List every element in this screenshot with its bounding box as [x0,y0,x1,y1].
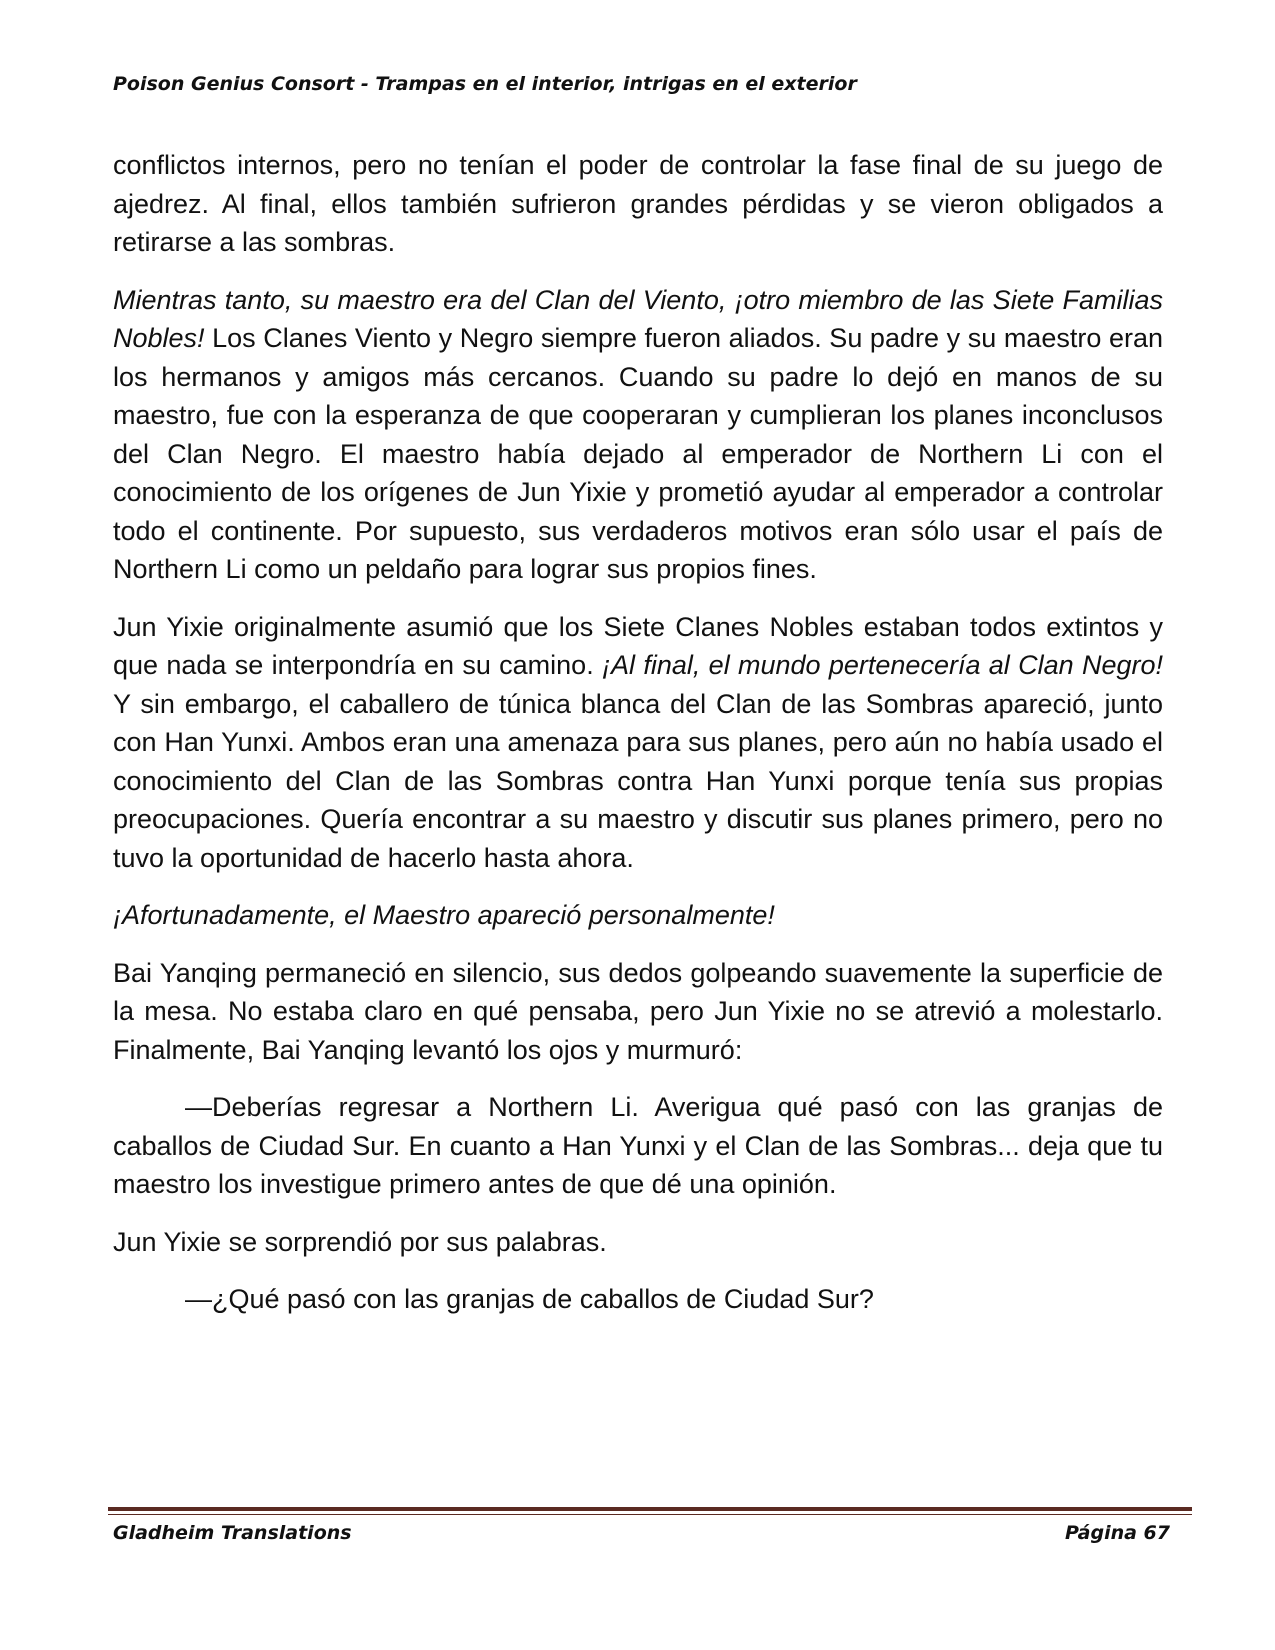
text-segment: Jun Yixie se sorprendió por sus palabras. [113,1226,607,1257]
footer-divider-thick [108,1507,1192,1511]
dialogue-paragraph-1 [113,1088,1163,1204]
italic-segment: Mientras tanto, su maestro era del Clan del Viento, ¡otro miembro de las Siete Familias Nobles! [113,284,1163,353]
paragraph-5 [113,954,1163,1070]
paragraph-1 [113,146,1163,262]
footer-page-number: Página 67 [1064,1522,1170,1544]
paragraph-3 [113,608,1163,878]
running-header: Poison Genius Consort - Trampas en el interior, intrigas en el exterior [113,73,857,95]
text-segment: —¿Qué pasó con las granjas de caballos de Ciudad Sur? [185,1284,874,1314]
text-segment: Y sin embargo, el caballero de túnica blanca del Clan de las Sombras apareció, junto con Han Yunxi. Ambos eran una amenaza para sus planes, pero aún no había usado el conocimiento del Clan de las Sombras contra Han Yunxi porque tenía sus propias preocupaciones. Quería encontrar a su maestro y discutir sus planes primero, pero no tuvo la oportunidad de hacerlo hasta ahora. [113,688,1163,873]
paragraph-4 [113,896,1163,935]
paragraph-2 [113,281,1163,589]
italic-segment: ¡Al final, el mundo pertenecería al Clan Negro! [602,650,1163,680]
body-text [113,146,1163,1338]
text-segment: Los Clanes Viento y Negro siempre fueron aliados. Su padre y su maestro eran los hermanos y amigos más cercanos. Cuando su padre lo dejó en manos de su maestro, fue con la esperanza de que cooperaran y cumplieran los planes inconclusos del Clan Negro. El maestro había dejado al emperador de Northern Li con el conocimiento de los orígenes de Jun Yixie y prometió ayudar al emperador a controlar todo el continente. Por supuesto, sus verdaderos motivos eran sólo usar el país de Northern Li como un peldaño para lograr sus propios fines. [113,323,1163,584]
italic-segment: ¡Afortunadamente, el Maestro apareció personalmente! [113,900,775,930]
text-segment: conflictos internos, pero no tenían el poder de controlar la fase final de su juego de ajedrez. Al final, ellos también sufrieron grandes pérdidas y se vieron obligados a retirarse a las sombras. [113,150,1163,257]
dialogue-paragraph-2 [113,1280,1163,1319]
text-segment: Jun Yixie originalmente asumió que los Siete Clanes Nobles estaban todos extintos y que nada se interpondría en su camino. [113,611,1163,680]
footer-divider-thin [108,1514,1192,1515]
paragraph-7 [113,1223,1163,1262]
footer-publisher: Gladheim Translations [113,1522,352,1544]
text-segment: Bai Yanqing permaneció en silencio, sus dedos golpeando suavemente la superficie de la mesa. No estaba claro en qué pensaba, pero Jun Yixie no se atrevió a molestarlo. Finalmente, Bai Yanqing levantó los ojos y murmuró: [113,957,1163,1065]
text-segment: —Deberías regresar a Northern Li. Averigua qué pasó con las granjas de caballos de Ciudad Sur. En cuanto a Han Yunxi y el Clan de las Sombras... deja que tu maestro los investigue primero antes de que dé una opinión. [113,1092,1163,1199]
